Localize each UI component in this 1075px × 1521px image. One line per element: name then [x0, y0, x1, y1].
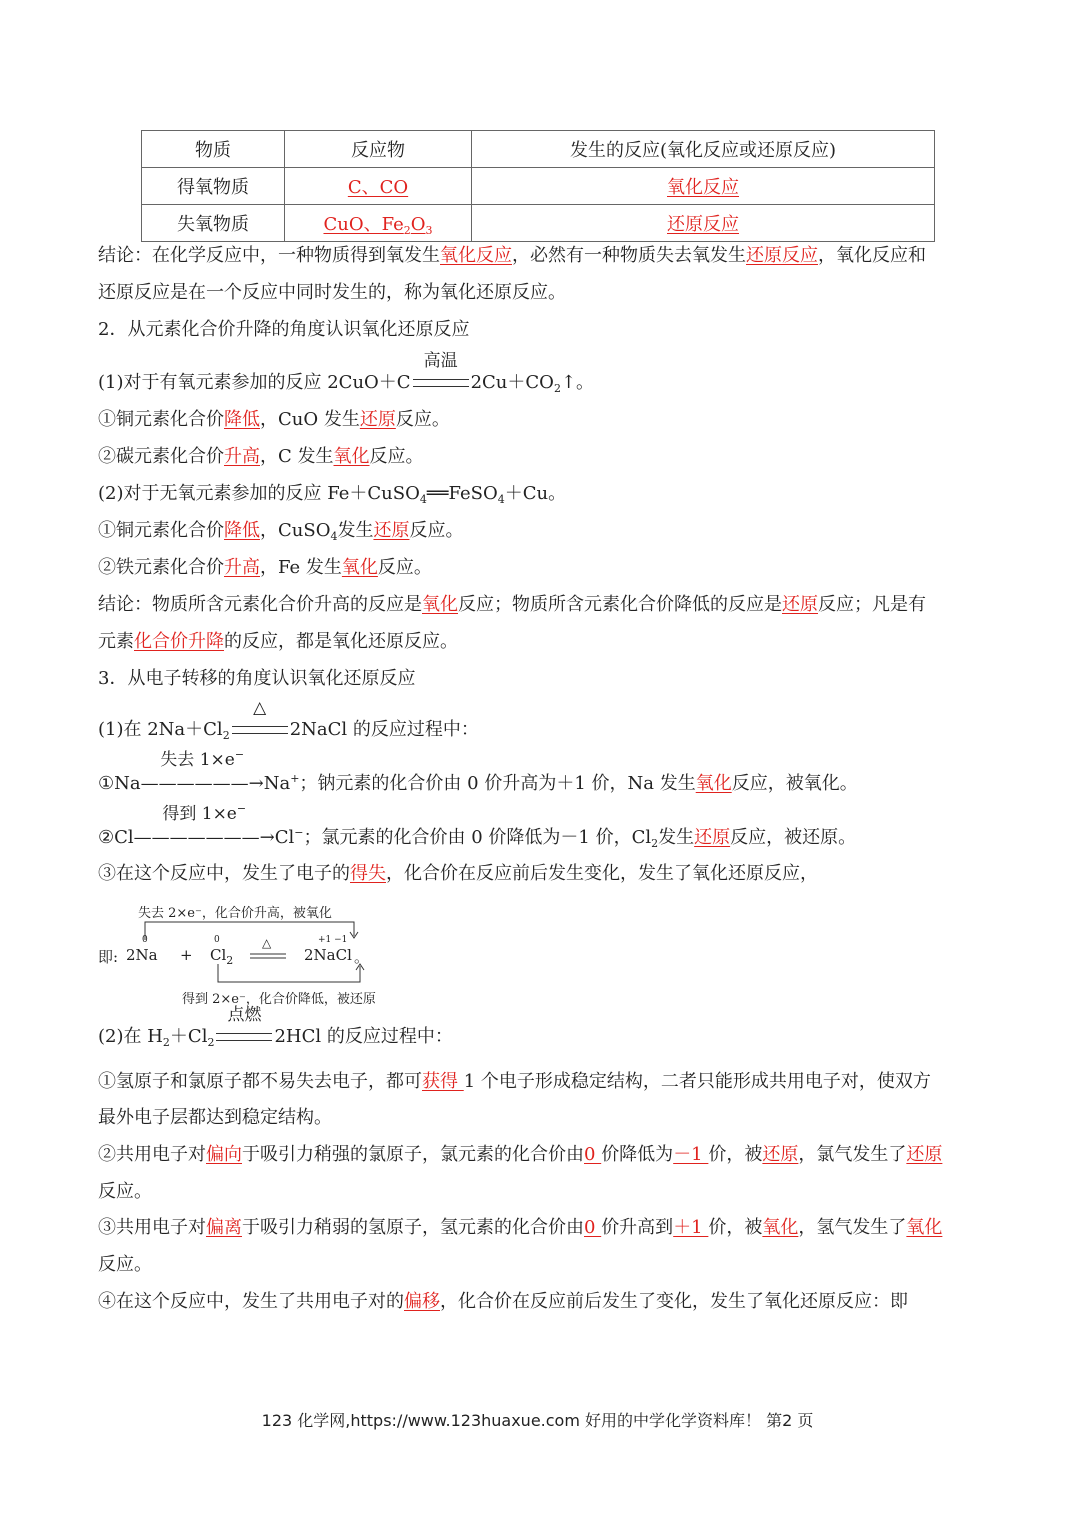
- section-3-title: 3．从电子转移的角度认识氧化还原反应: [98, 668, 416, 689]
- diagram-end: 。: [354, 948, 370, 966]
- line-2-2b: ②铁元素化合价升高，Fe 发生氧化反应。: [98, 557, 432, 578]
- conclusion-1-line2: 还原反应是在一个反应中同时发生的，称为氧化还原反应。: [98, 282, 566, 303]
- conclusion-2-line1: 结论：物质所含元素化合价升高的反应是氧化反应；物质所含元素化合价降低的反应是还原反应；凡是有: [98, 594, 926, 615]
- line-2-2a: ①铜元素化合价降低，CuSO$_4$发生还原反应。: [98, 520, 464, 543]
- table-cell: [472, 168, 935, 205]
- table-cell: 失氧物质: [142, 205, 285, 242]
- equation-3-1: (1)在 $2Na+Cl_2$ △ 2NaCl 的反应过程中：: [98, 698, 479, 742]
- line-3-2a-2: 最外电子层都达到稳定结构。: [98, 1107, 332, 1128]
- diagram-prefix: 即:: [98, 948, 119, 966]
- line-2-1b: ②碳元素化合价升高，C 发生氧化反应。: [98, 446, 424, 467]
- table-header-row: [142, 131, 935, 168]
- diagram-bottom-label: 得到 2×e⁻，化合价降低，被还原: [182, 992, 376, 1007]
- valence-label: 0: [142, 935, 148, 945]
- answer-text: C、CO: [347, 177, 409, 198]
- table-header: 反应物: [285, 131, 472, 168]
- line-2-1a: ①铜元素化合价降低，CuO 发生还原反应。: [98, 409, 450, 430]
- oxygen-reaction-table: [141, 130, 935, 242]
- line-3-1b: ②Cl 得到 1×e− ———————→Cl−；氯元素的化合价由 0 价降低为－1 价，$Cl_2$发生还原反应，被还原。: [98, 802, 857, 850]
- conclusion-2-line2: 元素化合价升降的反应，都是氧化还原反应。: [98, 631, 458, 652]
- diagram-top-label: 失去 2×e⁻，化合价升高，被氧化: [138, 906, 332, 921]
- line-3-2c-2: 反应。: [98, 1254, 152, 1275]
- table-cell: [285, 168, 472, 205]
- line-3-2c-1: ③共用电子对偏离于吸引力稍弱的氢原子，氢元素的化合价由0 价升高到＋1 价，被氧化，氢气发生了氧化: [98, 1217, 943, 1238]
- line-3-1a: ①Na 失去 1×e− ——————→Na+；钠元素的化合价由 0 价升高为＋1 价，Na 发生氧化反应，被氧化。: [98, 748, 858, 794]
- table-row: [142, 205, 935, 242]
- equation-2-1: (1)对于有氧元素参加的反应 2CuO＋C 高温 $2Cu+CO_2↑$。: [98, 351, 595, 395]
- valence-label: 0: [214, 935, 220, 945]
- table-cell: [285, 205, 472, 242]
- line-3-2b-2: 反应。: [98, 1181, 152, 1202]
- electron-transfer-diagram: [98, 898, 398, 1008]
- valence-label: +1 −1: [318, 935, 348, 945]
- table-cell: 得氧物质: [142, 168, 285, 205]
- table-header: 发生的反应(氧化反应或还原反应): [472, 131, 935, 168]
- table-cell: [472, 205, 935, 242]
- diagram-plus: +: [180, 946, 193, 964]
- page-footer: 123 化学网,https://www.123huaxue.com 好用的中学化学资料库！ 第2 页: [261, 1411, 814, 1430]
- line-3-2b-1: ②共用电子对偏向于吸引力稍强的氯原子，氯元素的化合价由0 价降低为－1 价，被还原，氯气发生了还原: [98, 1144, 943, 1165]
- equation-2-2: (2)对于无氧元素参加的反应 Fe＋CuSO$_4$══FeSO$_4$＋Cu。: [98, 483, 567, 506]
- diagram-product: 2NaCl: [304, 946, 352, 964]
- table-header: 物质: [142, 131, 285, 168]
- equation-3-2: (2)在 $H_2+Cl_2$ 点燃 2HCl 的反应过程中：: [98, 1005, 453, 1049]
- table-row: [142, 168, 935, 205]
- diagram-reactant-cl: $Cl_2$: [210, 946, 234, 967]
- section-2-title: 2．从元素化合价升降的角度认识氧化还原反应: [98, 319, 470, 340]
- line-3-2a-1: ①氢原子和氯原子都不易失去电子，都可获得 1 个电子形成稳定结构，二者只能形成共用电子对，使双方: [98, 1071, 931, 1092]
- diagram-reactant-na: 2Na: [126, 946, 158, 964]
- answer-text: 氧化反应: [667, 177, 739, 198]
- line-3-1c: ③在这个反应中，发生了电子的得失，化合价在反应前后发生变化，发生了氧化还原反应，: [98, 863, 818, 884]
- answer-text: 还原反应: [667, 214, 739, 235]
- line-3-2d: ④在这个反应中，发生了共用电子对的偏移，化合价在反应前后发生了变化，发生了氧化还原反应：即: [98, 1291, 908, 1312]
- diagram-condition: △: [262, 936, 272, 950]
- conclusion-1-line1: 结论：在化学反应中，一种物质得到氧发生氧化反应，必然有一种物质失去氧发生还原反应，氧化反应和: [98, 245, 926, 266]
- answer-text: CuO、$Fe_2O_3$: [323, 214, 433, 237]
